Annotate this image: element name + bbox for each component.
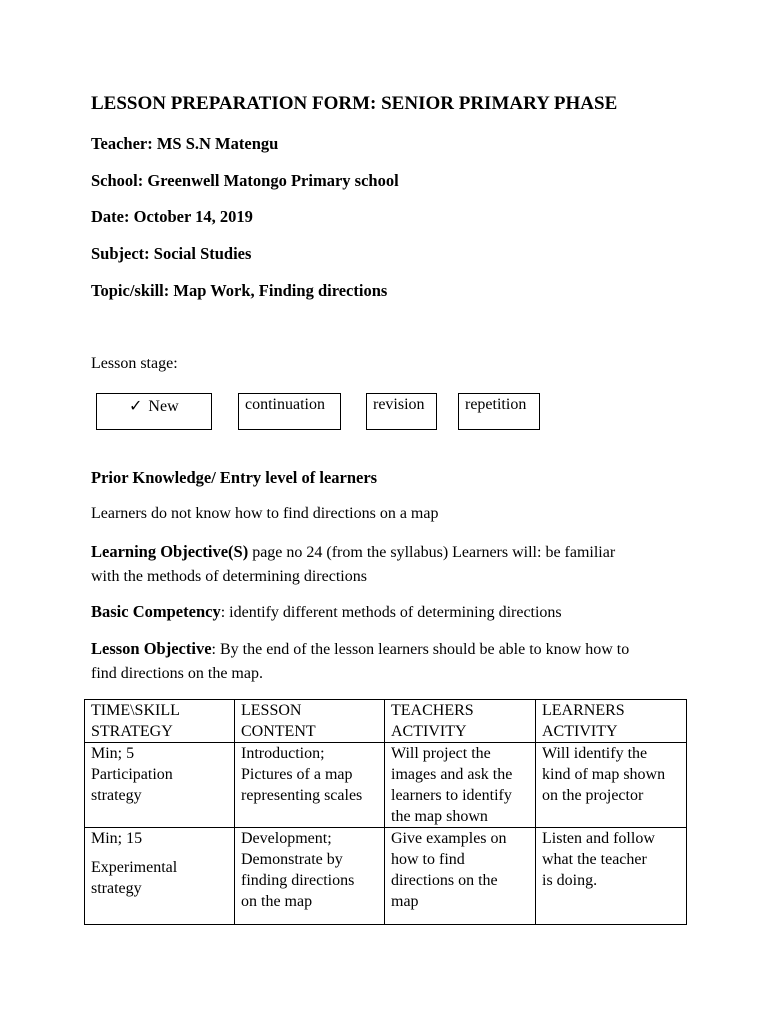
lesson-objective-label: Lesson Objective [91, 639, 212, 658]
table-cell: Give examples on how to find directions on the map [385, 828, 536, 925]
stage-option-label: revision [373, 396, 425, 413]
basic-competency-label: Basic Competency [91, 602, 221, 621]
basic-competency-text: : identify different methods of determining directions [220, 604, 562, 621]
page-title: LESSON PREPARATION FORM: SENIOR PRIMARY PHASE [91, 93, 618, 114]
basic-competency [91, 600, 691, 625]
table-header-cell: TEACHERS ACTIVITY [385, 700, 536, 743]
lesson-objective-line1: : By the end of the lesson learners should be able to know how to [211, 641, 630, 658]
school-field: School: Greenwell Matongo Primary school [91, 171, 399, 190]
teacher-field: Teacher: MS S.N Matengu [91, 134, 279, 153]
learning-objective-label: Learning Objective(S) [91, 542, 249, 561]
stage-option-label: repetition [465, 396, 527, 413]
date-field: Date: October 14, 2019 [91, 207, 253, 226]
learning-objective-line1: page no 24 (from the syllabus) Learners will: be familiar [248, 544, 616, 561]
topic-field: Topic/skill: Map Work, Finding directions [91, 281, 388, 300]
subject-field: Subject: Social Studies [91, 244, 252, 263]
learning-objective-line2: with the methods of determining directions [91, 568, 367, 585]
table-header-cell: LESSON CONTENT [235, 700, 385, 743]
lesson-objective [91, 637, 691, 686]
learning-objective [91, 540, 691, 589]
table-cell: Will project the images and ask the learners to identify the map shown [385, 743, 536, 828]
lesson-objective-line2: find directions on the map. [91, 665, 263, 682]
table-cell: Development; Demonstrate by finding directions on the map [235, 828, 385, 925]
prior-knowledge-heading: Prior Knowledge/ Entry level of learners [91, 468, 378, 487]
lesson-plan-table [84, 699, 687, 925]
table-cell: Min; 5 Participation strategy [85, 743, 235, 828]
table-cell: Introduction; Pictures of a map representing scales [235, 743, 385, 828]
table-header-cell: TIME\SKILL STRATEGY [85, 700, 235, 743]
stage-option-label: continuation [245, 396, 325, 413]
table-cell: Min; 15 Experimental strategy [85, 828, 235, 925]
stage-option-continuation [238, 393, 341, 430]
table-row [85, 828, 687, 925]
table-cell: Listen and follow what the teacher is doing. [536, 828, 687, 925]
prior-knowledge-text: Learners do not know how to find directions on a map [91, 505, 439, 522]
table-cell: Will identify the kind of map shown on the projector [536, 743, 687, 828]
stage-option-repetition [458, 393, 540, 430]
stage-option-revision [366, 393, 437, 430]
table-header-cell: LEARNERS ACTIVITY [536, 700, 687, 743]
lesson-stage-label: Lesson stage: [91, 355, 178, 372]
stage-option-label: New [148, 398, 179, 415]
stage-option-new [96, 393, 212, 430]
table-row [85, 743, 687, 828]
table-header-row [85, 700, 687, 743]
checkmark-icon: ✓ [129, 398, 143, 415]
